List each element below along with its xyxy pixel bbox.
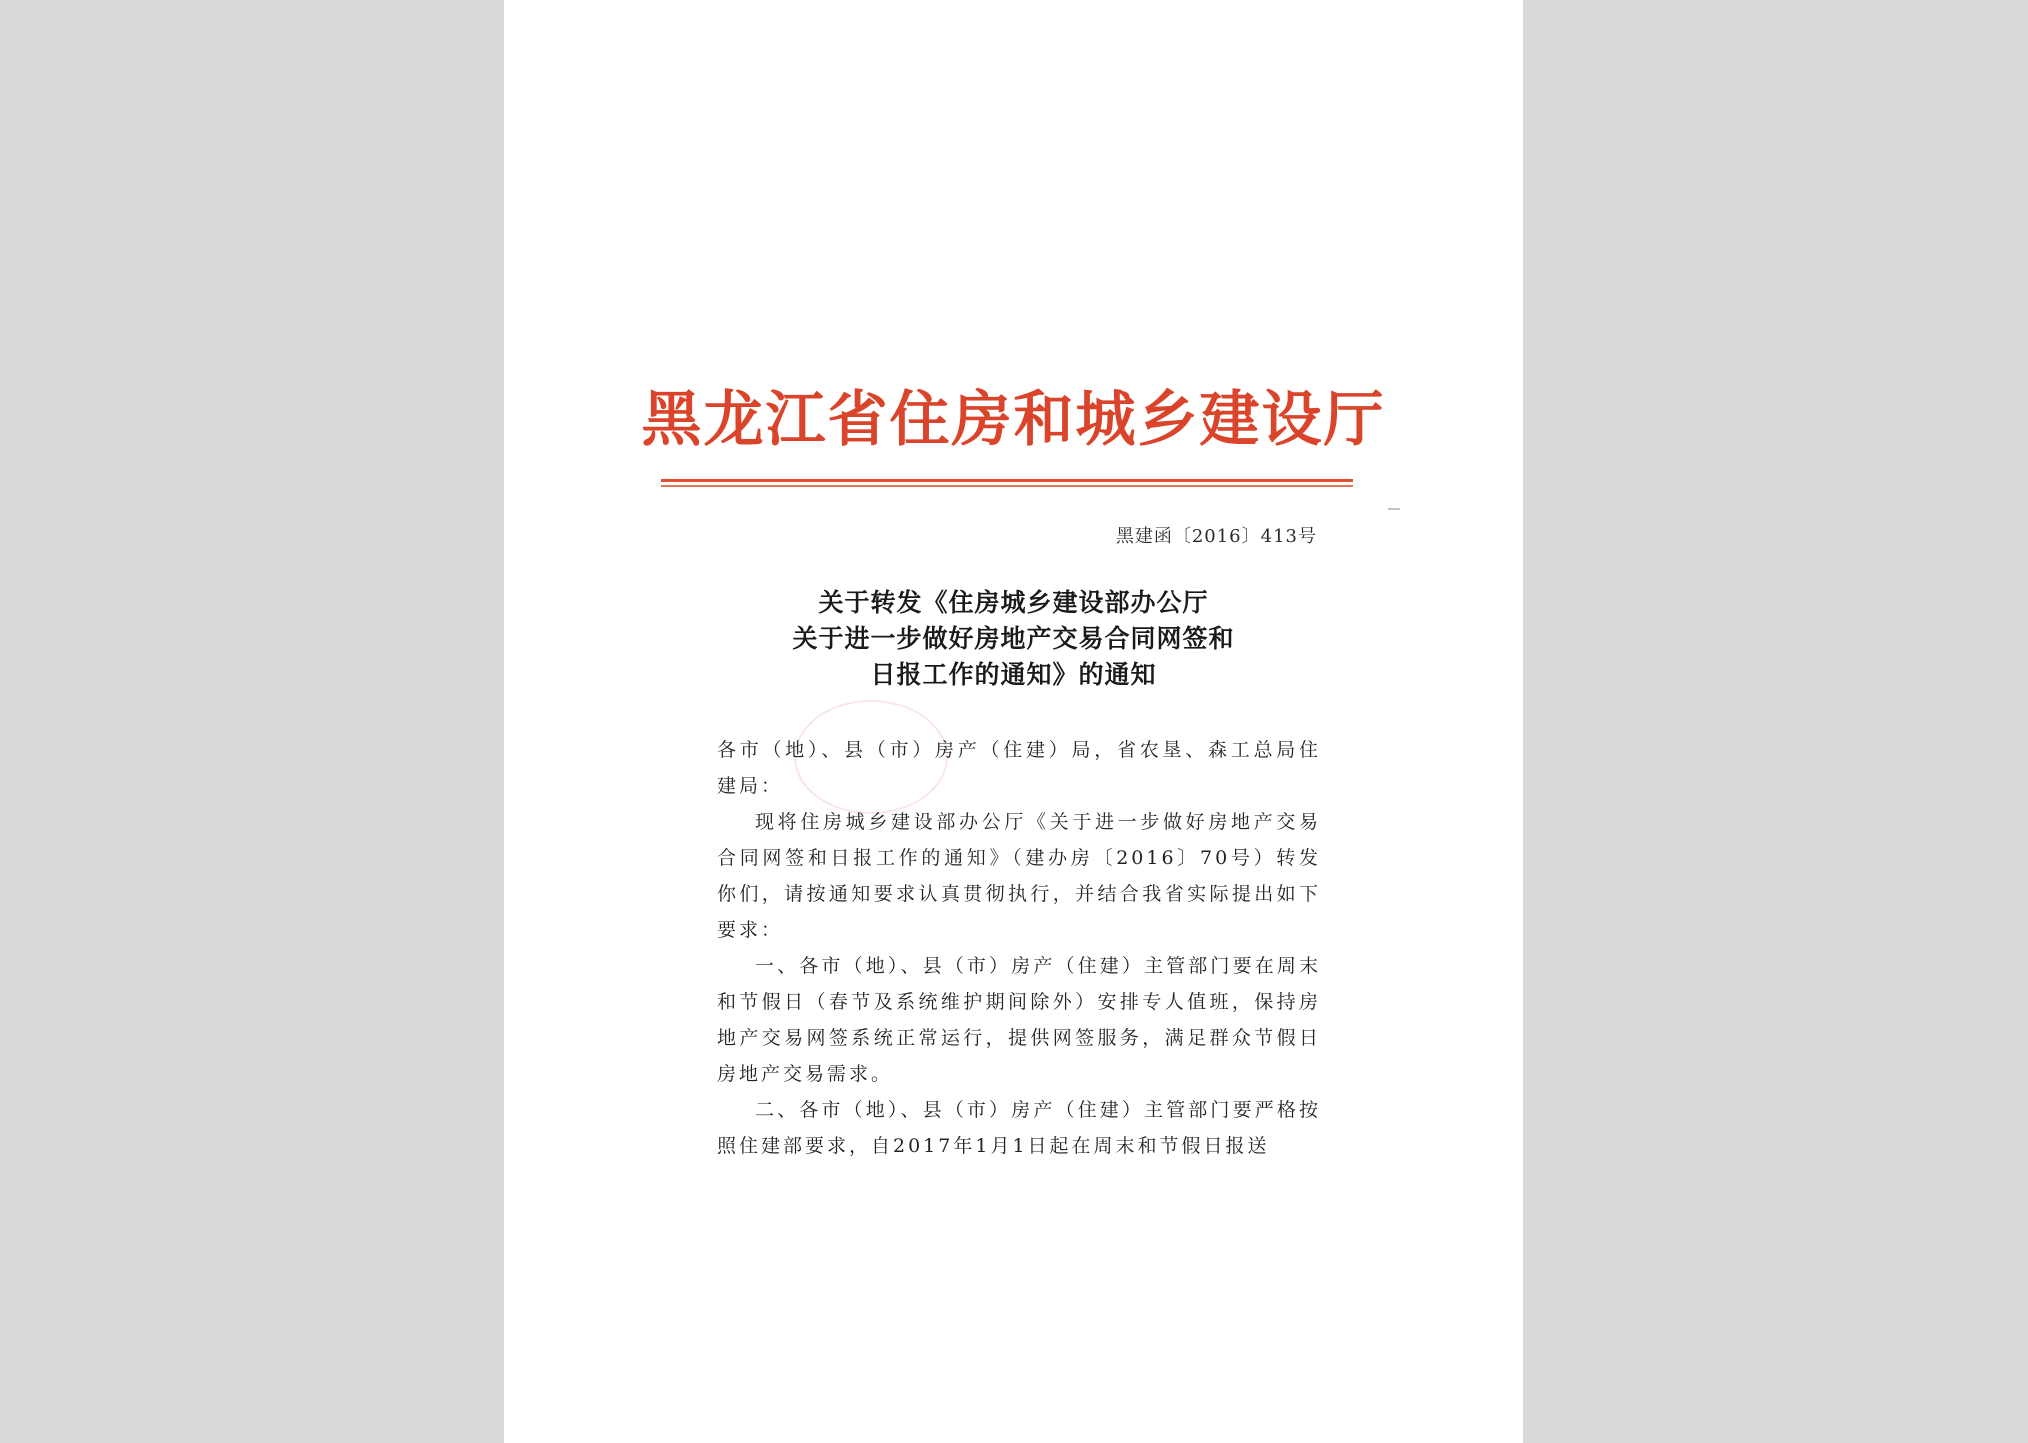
addressee-line: 各市（地）、县（市）房产（住建）局，省农垦、森工总局住建局： [717,739,1321,797]
body-paragraph-intro: 现将住房城乡建设部办公厅《关于进一步做好房地产交易合同网签和日报工作的通知》（建办房〔2016〕70号）转发你们，请按通知要求认真贯彻执行，并结合我省实际提出如下要求： [717,811,1321,941]
title-line-3: 日报工作的通知》的通知 [870,660,1157,689]
letterhead-red-rule [661,479,1353,482]
title-line-1: 关于转发《住房城乡建设部办公厅 [818,588,1209,617]
body-paragraph-item-2: 二、各市（地）、县（市）房产（住建）主管部门要严格按照住建部要求，自2017年1月1日起在周末和节假日报送 [717,1099,1321,1157]
document-page [504,0,1523,1443]
document-title [504,585,1523,693]
scan-artifact [1388,508,1400,510]
document-number: 黑建函〔2016〕413号 [1115,526,1317,547]
letterhead-title: 黑龙江省住房和城乡建设厅 [641,385,1386,455]
title-line-2: 关于进一步做好房地产交易合同网签和 [792,624,1235,653]
body-paragraph-item-1: 一、各市（地）、县（市）房产（住建）主管部门要在周末和节假日（春节及系统维护期间除外）安排专人值班，保持房地产交易网签系统正常运行，提供网签服务，满足群众节假日房地产交易需求。 [717,955,1321,1085]
letterhead-red-rule-thin [661,485,1353,487]
document-body [717,732,1321,1164]
